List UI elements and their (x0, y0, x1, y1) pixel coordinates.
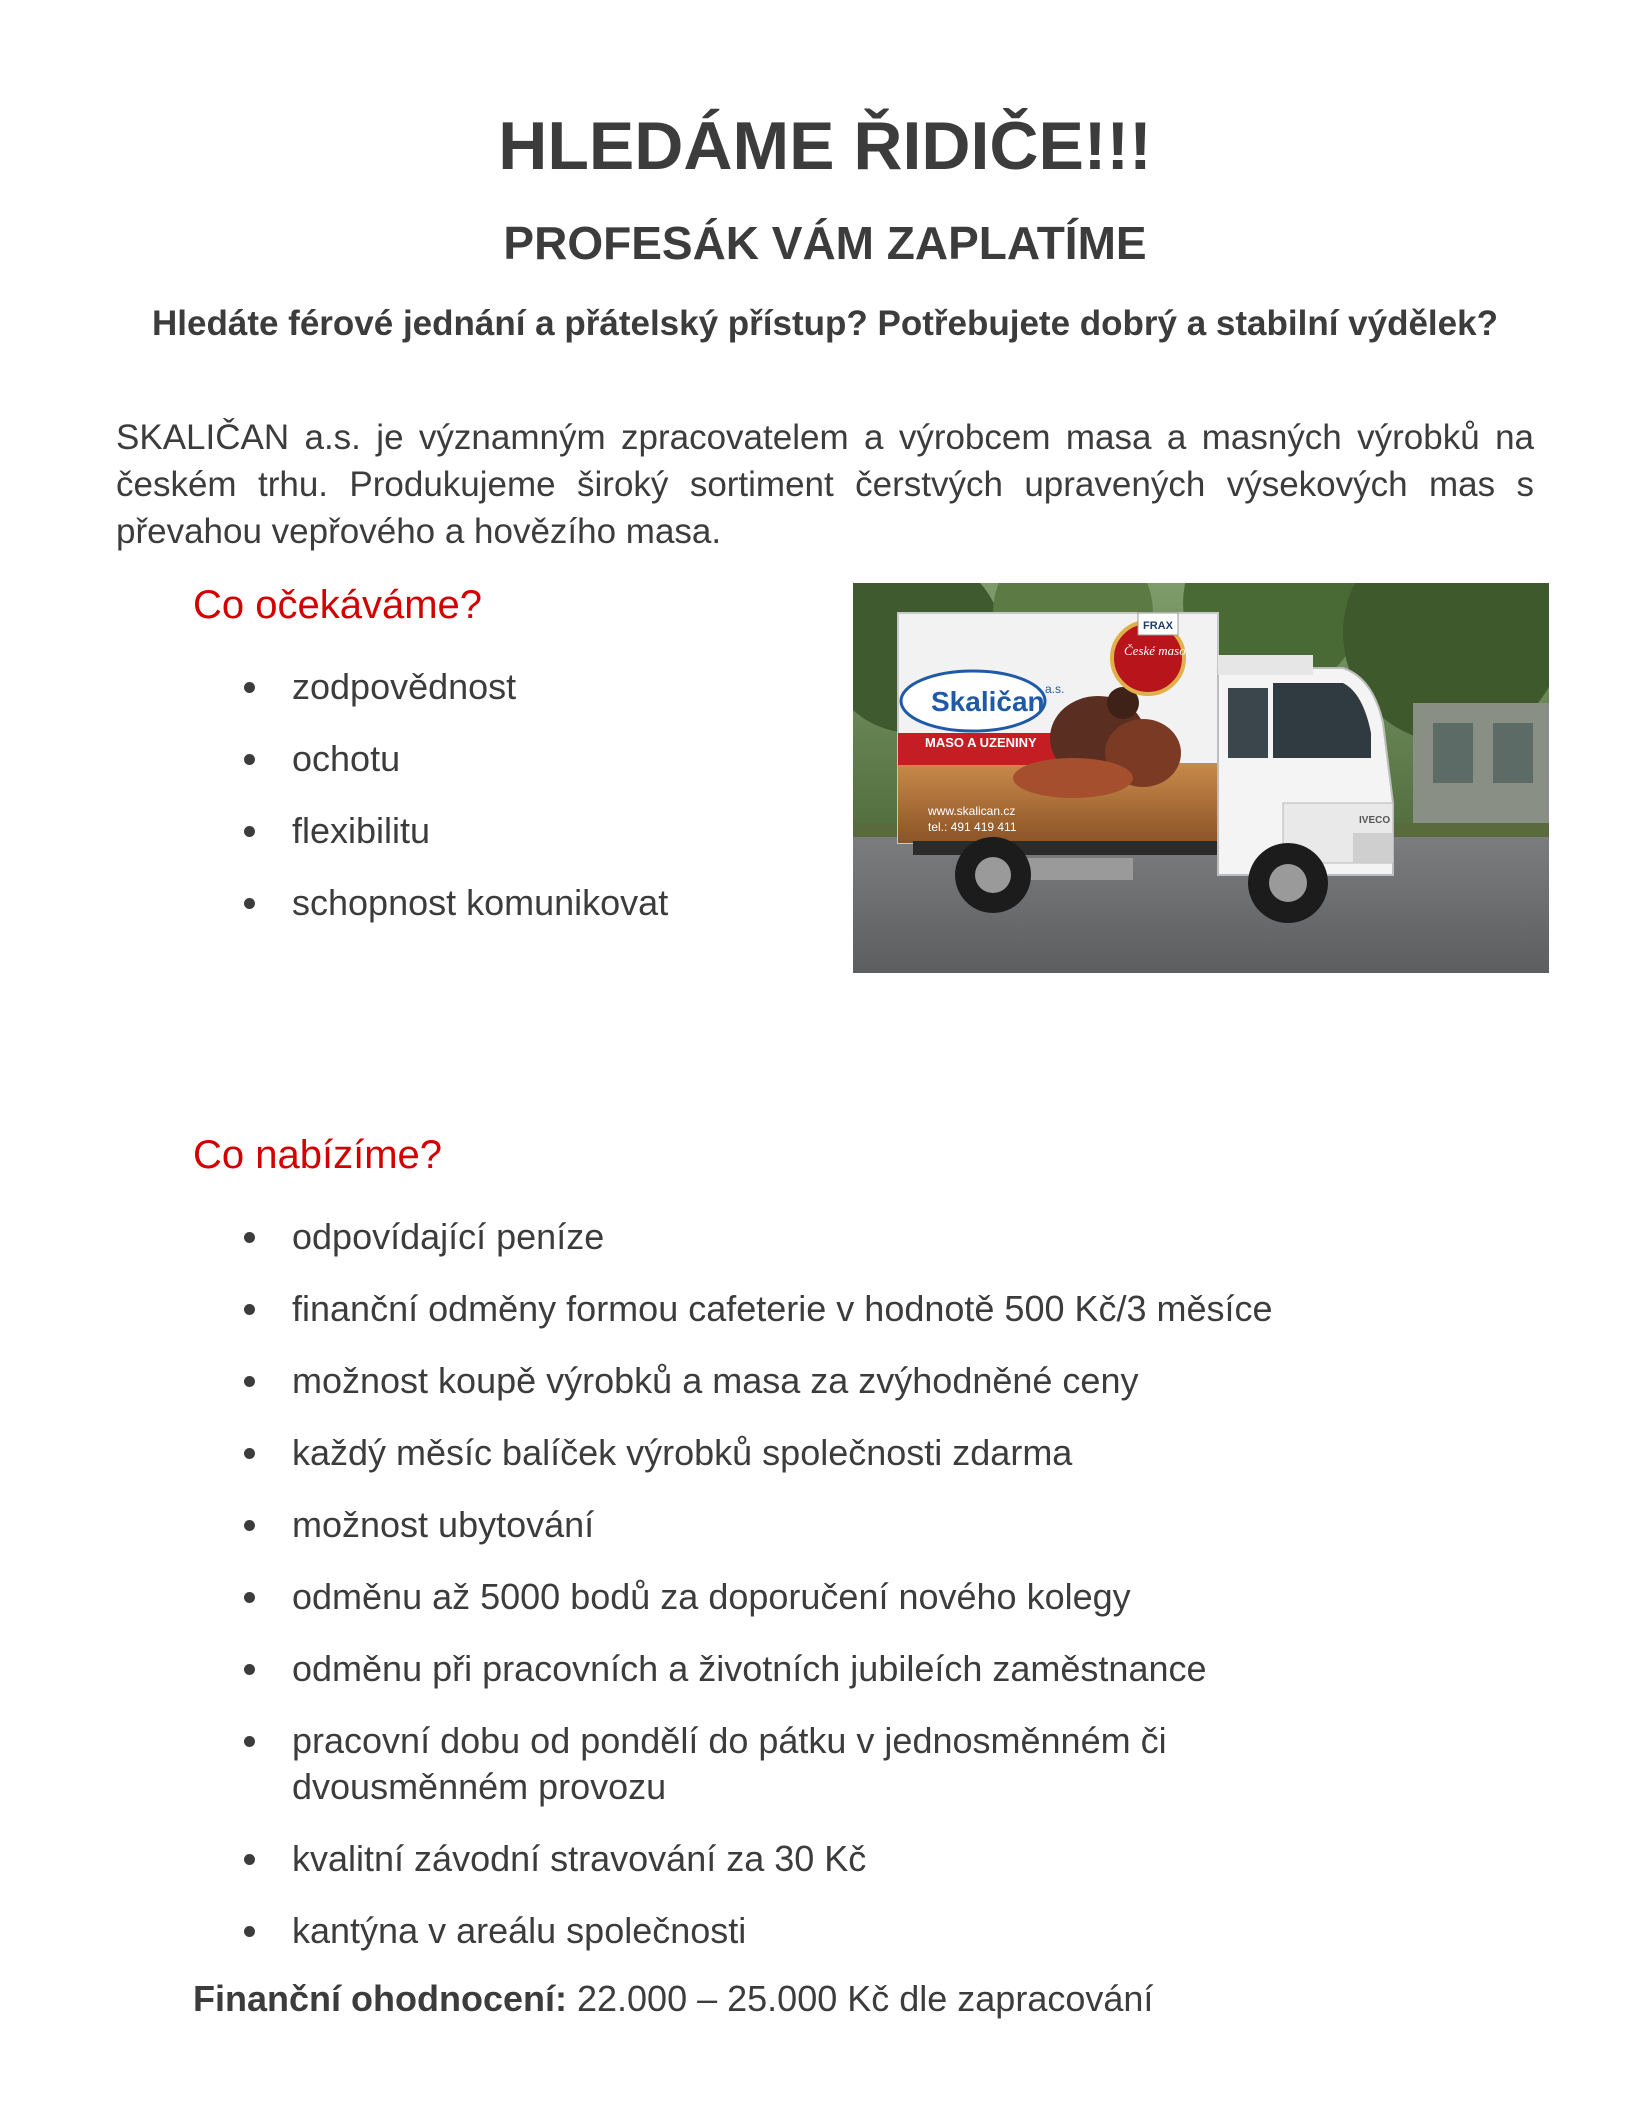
svg-text:a.s.: a.s. (1045, 682, 1065, 696)
bullet-icon (244, 1854, 255, 1865)
salary-value: 22.000 – 25.000 Kč dle zapracování (566, 1978, 1154, 2019)
svg-text:tel.: 491 419 411: tel.: 491 419 411 (928, 820, 1017, 834)
bullet-icon (244, 1376, 255, 1387)
list-item: odpovídající peníze (244, 1214, 1444, 1260)
bullet-icon (244, 1232, 255, 1243)
list-item: každý měsíc balíček výrobků společnosti zdarma (244, 1430, 1444, 1476)
company-intro: SKALIČAN a.s. je významným zpracovatelem a výrobcem masa a masných výrobků na českém trhu. Produkujeme široký sortiment čerstvých upravených výsekových mas s převahou vepřového a hovězího masa. (116, 418, 1534, 551)
lead-question: Hledáte férové jednání a přátelský přístup? Potřebujete dobrý a stabilní výdělek? (152, 304, 1498, 343)
list-item: odměnu při pracovních a životních jubileích zaměstnance (244, 1646, 1444, 1692)
list-item: kantýna v areálu společnosti (244, 1908, 1444, 1954)
bullet-icon (244, 682, 255, 693)
list-item: možnost koupě výrobků a masa za zvýhodněné ceny (244, 1358, 1444, 1404)
list-item: schopnost komunikovat (244, 880, 668, 926)
list-item: pracovní dobu od pondělí do pátku v jednosměnném či dvousměnném provozu (244, 1718, 1292, 1810)
list-item: finanční odměny formou cafeterie v hodnotě 500 Kč/3 měsíce (244, 1286, 1444, 1332)
list-item: možnost ubytování (244, 1502, 1444, 1548)
expect-heading: Co očekáváme? (193, 583, 483, 627)
list-item: zodpovědnost (244, 664, 668, 710)
svg-text:České maso: České maso (1124, 643, 1186, 658)
list-item: kvalitní závodní stravování za 30 Kč (244, 1836, 1444, 1882)
page-subtitle: PROFESÁK VÁM ZAPLATÍME (503, 217, 1147, 269)
offer-heading: Co nabízíme? (193, 1133, 443, 1177)
truck-photo (853, 583, 1549, 973)
list-item: odměnu až 5000 bodů za doporučení nového kolegy (244, 1574, 1444, 1620)
bullet-icon (244, 754, 255, 765)
bullet-icon (244, 1520, 255, 1531)
list-item: ochotu (244, 736, 668, 782)
svg-text:IVECO: IVECO (1359, 815, 1391, 826)
page-title: HLEDÁME ŘIDIČE!!! (498, 108, 1152, 184)
svg-text:Skaličan: Skaličan (931, 686, 1045, 717)
salary-label: Finanční ohodnocení: (193, 1978, 567, 2019)
bullet-icon (244, 1926, 255, 1937)
bullet-icon (244, 1304, 255, 1315)
list-item: flexibilitu (244, 808, 668, 854)
bullet-icon (244, 1736, 255, 1747)
svg-text:MASO A UZENINY: MASO A UZENINY (925, 735, 1037, 750)
svg-text:FRAX: FRAX (1143, 620, 1173, 632)
salary-line (193, 1976, 1153, 2022)
bullet-icon (244, 826, 255, 837)
svg-text:www.skalican.cz: www.skalican.cz (928, 804, 1016, 818)
bullet-icon (244, 1664, 255, 1675)
expect-list (244, 664, 668, 952)
bullet-icon (244, 1448, 255, 1459)
offer-list (244, 1214, 1444, 1980)
bullet-icon (244, 898, 255, 909)
bullet-icon (244, 1592, 255, 1603)
